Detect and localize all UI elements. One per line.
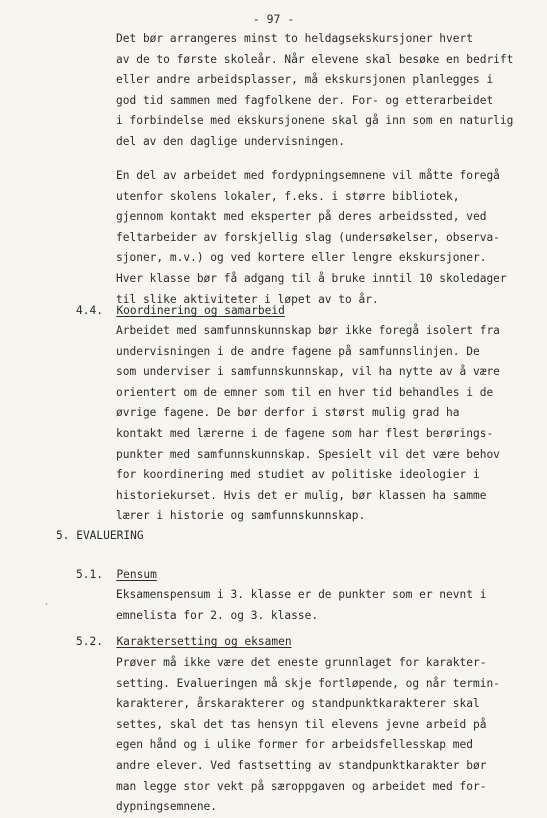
paragraph-syllabus: Eksamenspensum i 3. klasse er de punkter som er nevnt i emnelista for 2. og 3. klasse. xyxy=(116,588,487,622)
paragraph-grading: Prøver må ikke være det eneste grunnlaget for karakter- setting. Evalueringen må skje fortløpende, og når termin- karakterer, årskarakterer og standpunktkarakterer skal settes, skal det tas hensyn til elevens jevne arbeid på egen hånd og i ulike former for arbeidsfellesskap med andre elever. Ved fastsetting av standpunktkarakter bør man legge stor vekt på særoppgaven og arbeidet med for- dypningsemnene. xyxy=(116,656,500,814)
section-title: Pensum xyxy=(116,568,157,581)
section-5-1-heading xyxy=(76,565,157,585)
section-5-heading: 5. EVALUERING xyxy=(56,529,144,542)
section-5-2-heading xyxy=(76,632,292,652)
section-title: Koordinering og samarbeid xyxy=(116,304,285,317)
paragraph-excursions: Det bør arrangeres minst to heldagsekskursjoner hvert av de to første skoleår. Når elevene skal besøke en bedrift eller andre arbeidsplasser, må ekskursjonen planlegges i god tid sammen med fagfolkene der. For- og etterarbeidet i forbindelse med ekskursjonene skal gå inn som en naturlig del av den daglige undervisningen. xyxy=(116,32,514,148)
paragraph-fieldwork: En del av arbeidet med fordypningsemnene vil måtte foregå utenfor skolens lokaler, f.eks. i større bibliotek, gjennom kontakt med eksperter på deres arbeidssted, ved feltarbeider av forskjellig slag (undersøkelser, observa- sjoner, m.v.) og ved kortere eller lengre ekskursjoner. Hver klasse bør få adgang til å bruke inntil 10 skoledager til slike aktiviteter i løpet av to år. xyxy=(116,169,507,306)
section-number: 5.2. xyxy=(76,635,103,648)
section-4-4-heading xyxy=(76,301,285,321)
section-number: 5.1. xyxy=(76,568,103,581)
page-number: - 97 - xyxy=(252,12,295,26)
section-number: 4.4. xyxy=(76,304,103,317)
section-title: Karaktersetting og eksamen xyxy=(116,635,292,648)
margin-mark: ` xyxy=(44,603,51,614)
paragraph-coordination: Arbeidet med samfunnskunnskap bør ikke foregå isolert fra undervisningen i de andre fagene på samfunnslinjen. De som underviser i samfunnskunnskap, vil ha nytte av å være orientert om de emner som til en hver tid behandles i de øvrige fagene. De bør derfor i størst mulig grad ha kontakt med lærerne i de fagene som har flest berørings- punkter med samfunnskunnskap. Spesielt vil det være behov for koordinering med studiet av politiske ideologier i historiekurset. Hvis det er mulig, bør klassen ha samme lærer i historie og samfunnskunnskap. xyxy=(116,324,500,523)
